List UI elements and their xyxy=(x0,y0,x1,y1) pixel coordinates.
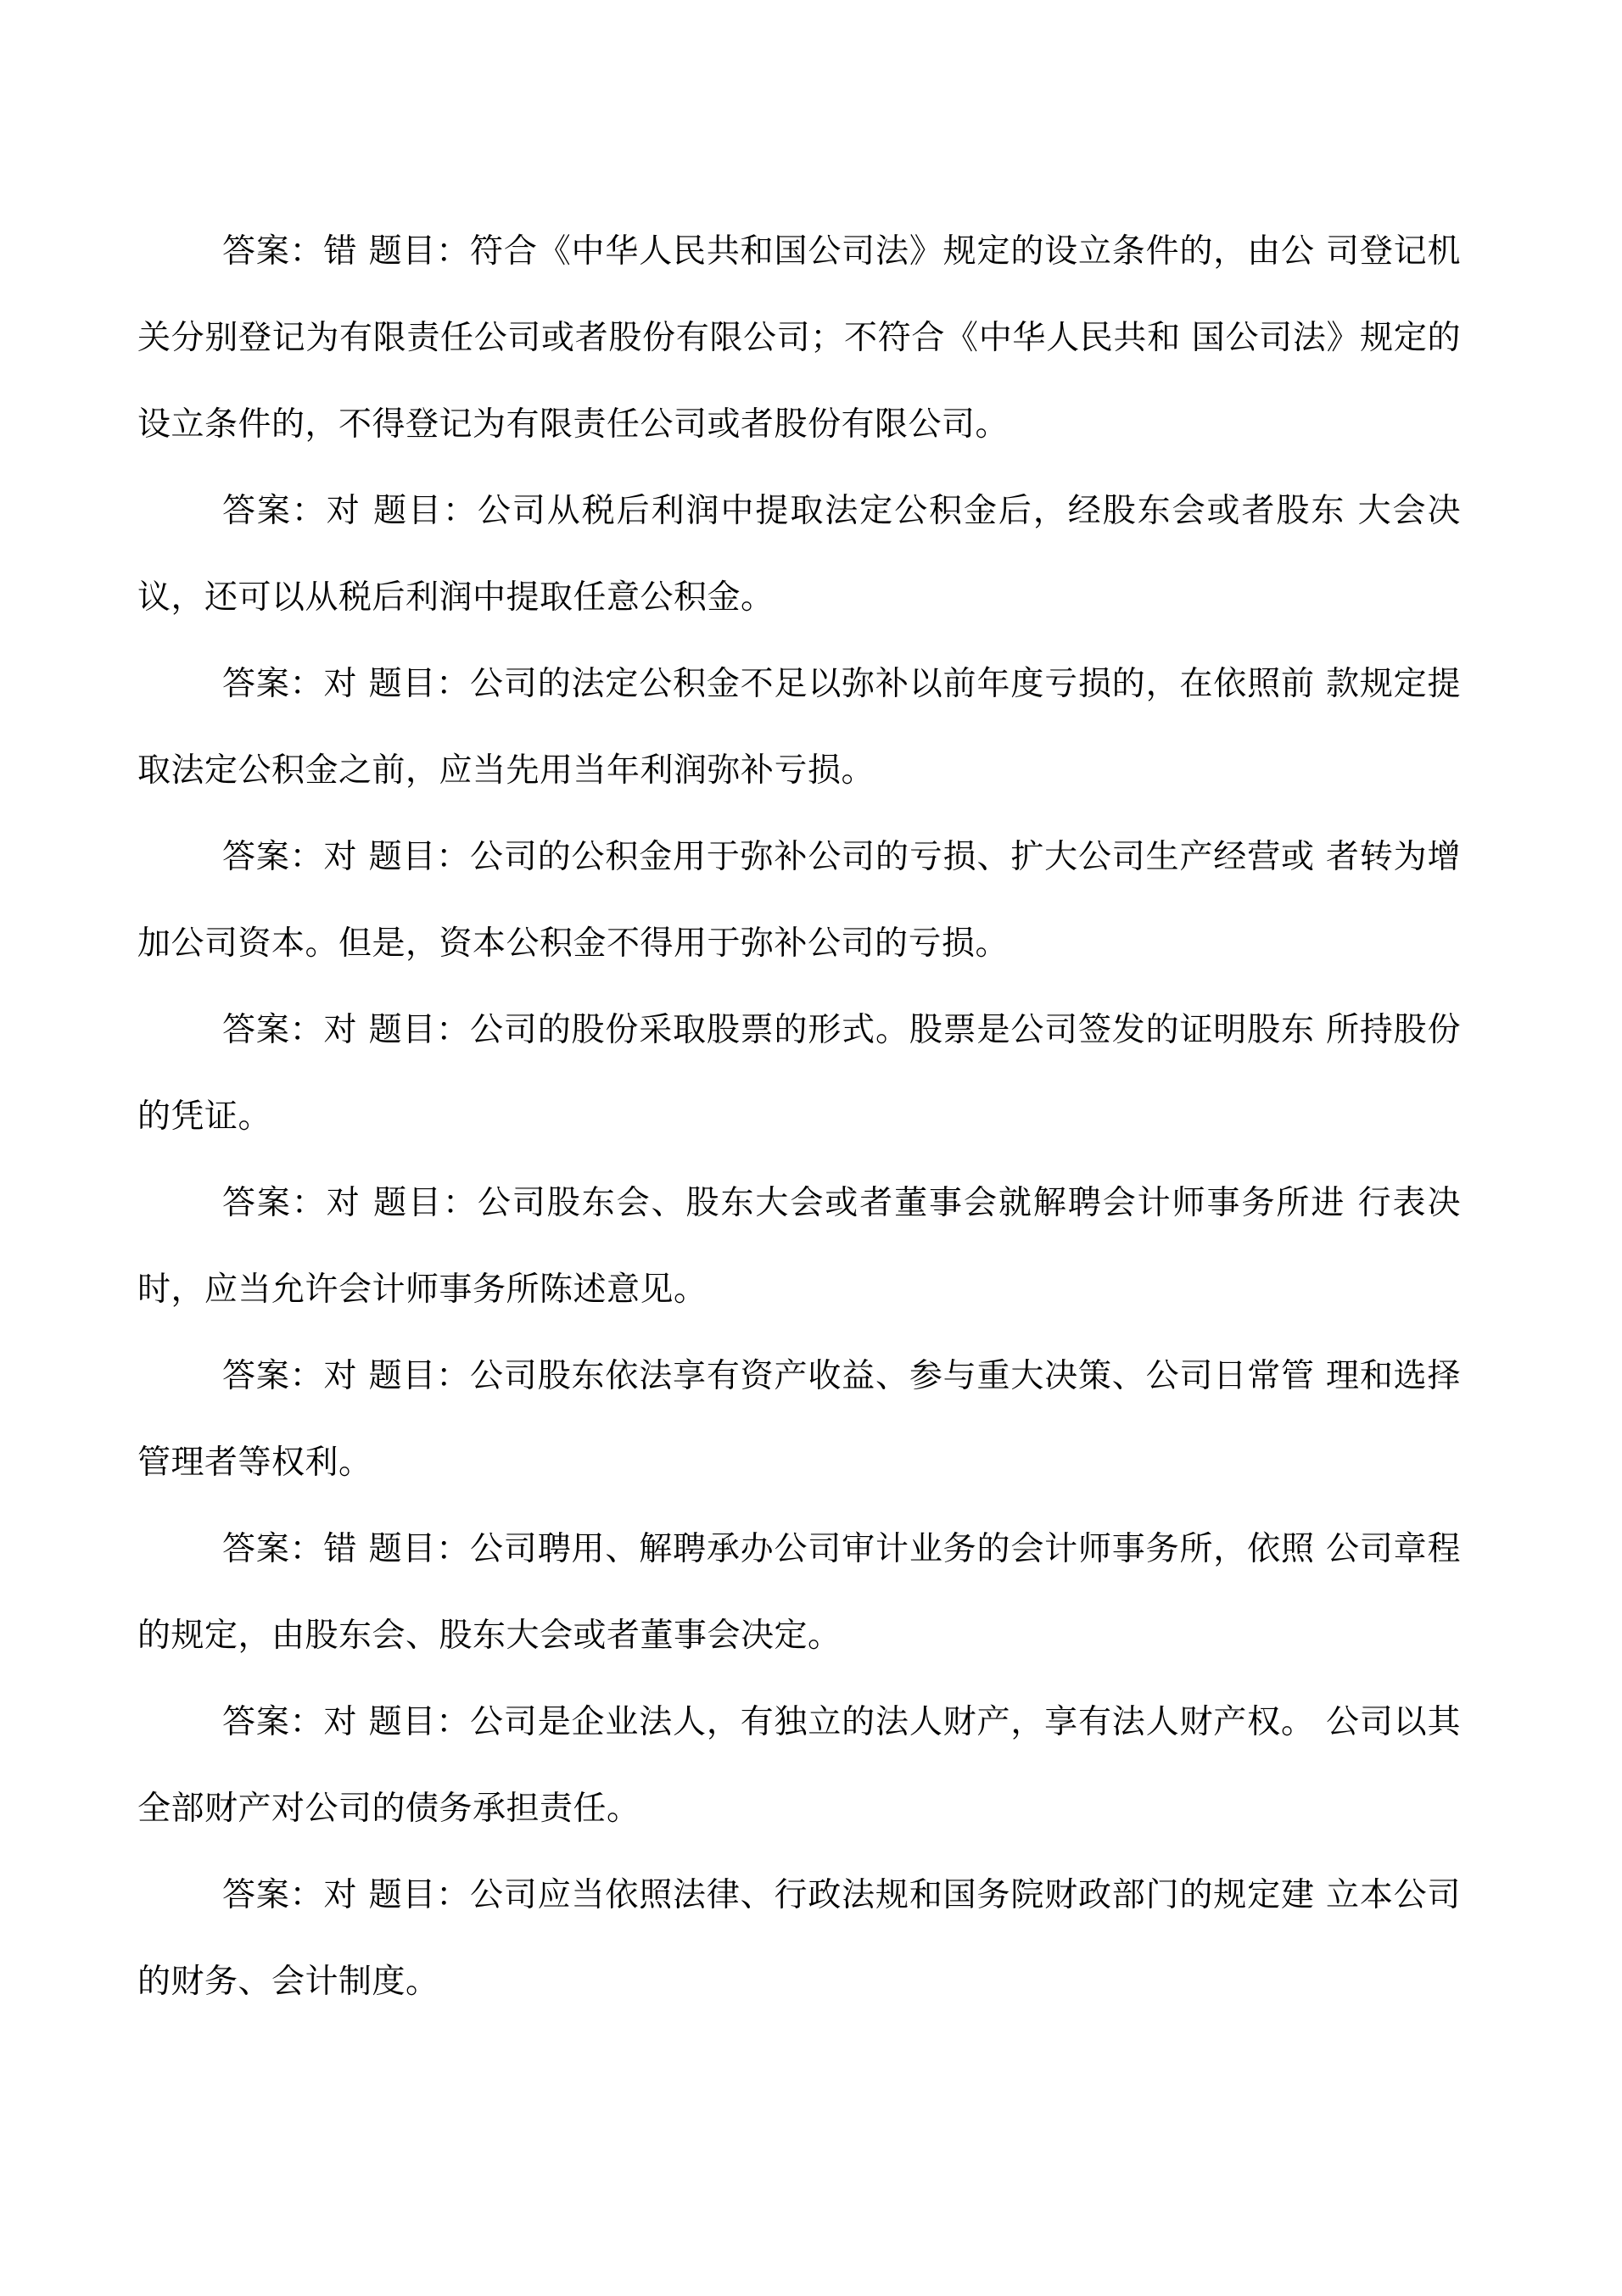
question-text: 题目：公司股东依法享有资产收益、参与重大决策、公司日常管 理和选择管理者等权利。 xyxy=(137,1357,1461,1482)
answer-text: 答案：对 xyxy=(222,1876,358,1914)
answer-text: 答案：错 xyxy=(222,1530,358,1568)
question-text: 题目：公司股东会、股东大会或者董事会就解聘会计师事务所进 行表决时，应当允许会计师事务所陈述意见。 xyxy=(137,1184,1461,1309)
answer-text: 答案：对 xyxy=(222,492,361,530)
answer-text: 答案：对 xyxy=(222,1703,358,1741)
answer-text: 答案：对 xyxy=(222,1184,361,1222)
question-text: 题目：公司聘用、解聘承办公司审计业务的会计师事务所，依照 公司章程的规定，由股东会、股东大会或者董事会决定。 xyxy=(137,1530,1461,1655)
question-text: 题目：公司从税后利润中提取法定公积金后，经股东会或者股东 大会决议，还可以从税后利润中提取任意公积金。 xyxy=(137,492,1461,617)
qa-item-4 xyxy=(137,814,1461,987)
question-text: 题目：公司应当依照法律、行政法规和国务院财政部门的规定建 立本公司的财务、会计制度。 xyxy=(137,1876,1461,2001)
document-body xyxy=(137,209,1461,2025)
answer-text: 答案：对 xyxy=(222,1011,358,1049)
question-text: 题目：公司是企业法人，有独立的法人财产，享有法人财产权。 公司以其全部财产对公司的债务承担责任。 xyxy=(137,1703,1461,1828)
qa-item-3 xyxy=(137,641,1461,814)
answer-text: 答案：错 xyxy=(222,232,358,271)
qa-item-5 xyxy=(137,987,1461,1160)
qa-item-9 xyxy=(137,1679,1461,1852)
qa-item-6 xyxy=(137,1160,1461,1333)
question-text: 题目：公司的法定公积金不足以弥补以前年度亏损的，在依照前 款规定提取法定公积金之前，应当先用当年利润弥补亏损。 xyxy=(137,665,1461,790)
answer-text: 答案：对 xyxy=(222,1357,358,1395)
answer-text: 答案：对 xyxy=(222,838,358,876)
question-text: 题目：符合《中华人民共和国公司法》规定的设立条件的，由公 司登记机关分别登记为有限责任公司或者股份有限公司；不符合《中华人民共和 国公司法》规定的设立条件的，不得登记为有限责任公司或者股份有限公司。 xyxy=(137,232,1461,444)
qa-item-1 xyxy=(137,209,1461,468)
qa-item-7 xyxy=(137,1333,1461,1506)
question-text: 题目：公司的公积金用于弥补公司的亏损、扩大公司生产经营或 者转为增加公司资本。但是，资本公积金不得用于弥补公司的亏损。 xyxy=(137,838,1461,963)
qa-item-8 xyxy=(137,1506,1461,1679)
question-text: 题目：公司的股份采取股票的形式。股票是公司签发的证明股东 所持股份的凭证。 xyxy=(137,1011,1461,1136)
answer-text: 答案：对 xyxy=(222,665,358,703)
qa-item-10 xyxy=(137,1852,1461,2025)
qa-item-2 xyxy=(137,468,1461,641)
